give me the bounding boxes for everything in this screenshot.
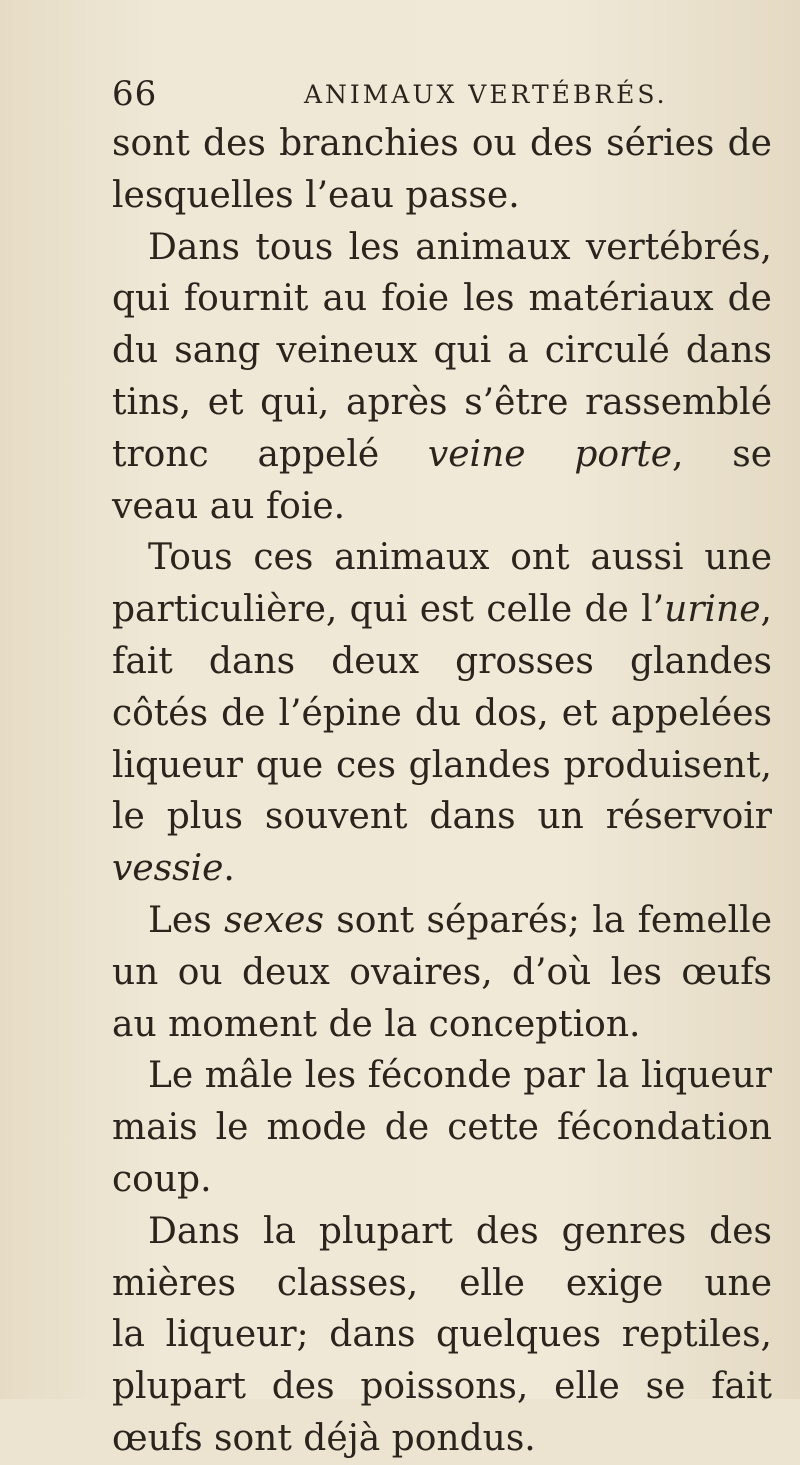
text-line: [112, 1102, 772, 1154]
text-line: [112, 791, 772, 843]
text-line: [112, 636, 772, 688]
text-segment: du sang veineux qui a circulé dans: [112, 330, 772, 372]
paragraph-first-line: [112, 1206, 772, 1258]
text-line: [112, 325, 772, 377]
text-segment: tins, et qui, après s’être rassemblé: [112, 381, 772, 423]
text-segment: côtés de l’épine du dos, et appelées: [112, 692, 772, 734]
text-line: [112, 1309, 772, 1361]
text-line: [112, 1154, 772, 1206]
paragraph-first-line: [112, 1050, 772, 1102]
text-segment: mais le mode de cette fécondation: [112, 1107, 772, 1149]
paragraph-first-line: [112, 222, 772, 274]
text-segment: sont des branchies ou des séries de: [112, 123, 772, 164]
text-line: [112, 273, 772, 325]
text-segment: Tous ces animaux ont aussi une: [148, 537, 772, 579]
text-segment: mières classes, elle exige une: [112, 1262, 772, 1304]
text-line: [112, 740, 772, 792]
text-line: [112, 688, 772, 740]
text-segment: la liqueur; dans quelques reptiles,: [112, 1314, 772, 1356]
text-line: [112, 1413, 772, 1465]
text-segment: coup.: [112, 1158, 212, 1200]
text-line: [112, 1361, 772, 1413]
text-segment: Dans tous les animaux vertébrés,: [148, 226, 772, 268]
text-segment: un ou deux ovaires, d’où les œufs: [112, 951, 772, 993]
text-line: [112, 843, 772, 895]
italic-term: veine porte: [427, 433, 673, 475]
text-segment: , se: [672, 433, 772, 475]
text-line: [112, 481, 772, 533]
italic-term: urine: [664, 589, 761, 631]
text-segment: plupart des poissons, elle se fait: [112, 1366, 772, 1408]
text-segment: particulière, qui est celle de l’: [112, 589, 665, 631]
running-head: [112, 74, 732, 114]
text-line: [112, 118, 772, 170]
text-line: [112, 429, 772, 481]
paragraph-first-line: [112, 895, 772, 947]
text-line: [112, 1258, 772, 1310]
text-segment: ,: [760, 589, 772, 631]
italic-term: sexes: [224, 899, 324, 941]
text-segment: Le mâle les féconde par la liqueur: [148, 1055, 772, 1097]
page-number: 66: [112, 74, 158, 114]
text-line: [112, 999, 772, 1051]
paragraph-first-line: [112, 532, 772, 584]
text-segment: .: [223, 848, 235, 890]
text-segment: le plus souvent dans un réservoir: [112, 796, 772, 838]
italic-term: vessie: [112, 848, 224, 890]
text-segment: fait dans deux grosses glandes: [112, 640, 772, 682]
text-segment: œufs sont déjà pondus.: [112, 1417, 536, 1459]
running-title: ANIMAUX VERTÉBRÉS.: [304, 80, 668, 109]
text-segment: sont séparés; la femelle: [336, 899, 772, 941]
text-line: [112, 170, 772, 222]
text-segment: veau au foie.: [112, 485, 346, 527]
text-segment: au moment de la conception.: [112, 1003, 641, 1045]
text-segment: qui fournit au foie les matériaux de: [112, 278, 772, 320]
text-segment: lesquelles l’eau passe.: [112, 174, 520, 216]
text-line: [112, 947, 772, 999]
text-line: [112, 584, 772, 636]
text-segment: liqueur que ces glandes produisent,: [112, 744, 772, 786]
body-text: [112, 118, 772, 1465]
text-line: [112, 377, 772, 429]
text-segment: Les: [148, 899, 225, 941]
text-segment: Dans la plupart des genres des: [148, 1210, 772, 1252]
text-segment: tronc appelé: [112, 433, 428, 475]
